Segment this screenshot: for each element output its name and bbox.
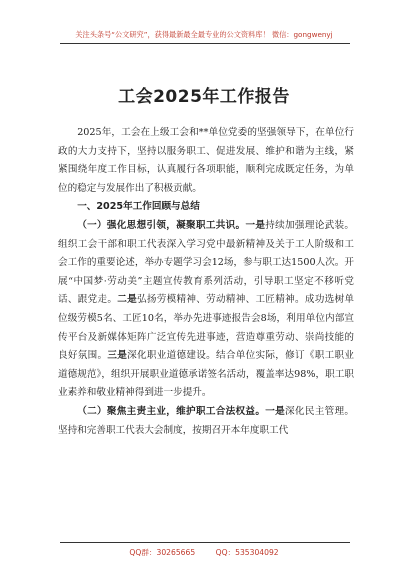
- header-divider: [60, 43, 350, 44]
- section-heading: 一、2025年工作回顾与总结: [77, 201, 200, 213]
- point-3-marker: 三是: [107, 350, 128, 362]
- subsection-2-point-1-marker: 一是: [265, 405, 286, 417]
- header-note: 关注头条号“公文研究”，获得最新最全最专业的公文资料库！ 微信：gongwenyj: [75, 30, 333, 39]
- subsection-1-paragraph: [58, 217, 354, 403]
- subsection-2-point-1-text: 深化民主管理。坚持和完善职工代表大会制度，按期召开本年度职工代: [58, 405, 355, 436]
- footer-qq-group: QQ群：30265665: [129, 548, 196, 557]
- point-3-text: 深化职业道德建设。结合单位实际，修订《职工职业道德规范》，组织开展职业道德承诺签名活动，覆盖率达98%，职工职业素养和敬业精神得到进一步提升。: [58, 350, 355, 399]
- point-2-marker: 二是: [117, 294, 138, 306]
- footer-contacts: [0, 547, 408, 558]
- subsection-2-paragraph: [58, 403, 354, 440]
- point-2-text: 弘扬劳模精神、劳动精神、工匠精神。成功选树单位级劳模5名、工匠10名，举办先进事迹报告会8场，利用单位内部宣传平台及新媒体矩阵广泛宣传先进事迹，营造尊重劳动、崇尚技能的良好氛围。: [58, 294, 355, 362]
- footer-divider: [60, 542, 350, 543]
- point-1-text: 持续加强理论武装。组织工会干部和职工代表深入学习党中最新精神及关于工人阶级和工会工作的重要论述，举办专题学习会12场，参与职工达1500人次。开展“中国梦·劳动美”主题宣传教育系列活动，引导职工坚定不移听党话、跟党走。: [58, 219, 355, 306]
- document-title: 工会2025年工作报告: [118, 87, 290, 107]
- point-1-marker: 一是: [245, 219, 266, 231]
- document-body: [58, 124, 354, 440]
- subsection-2-lead: （二）聚焦主责主业，维护职工合法权益。: [77, 405, 266, 417]
- intro-paragraph: 2025年，工会在上级工会和**单位党委的坚强领导下，在单位行政的大力支持下，坚持以服务职工、促进发展、维护和谐为主线，紧紧围绕年度工作目标，认真履行各项职能，顺利完成既定任务，为单位的稳定与发展作出了积极贡献。: [58, 127, 354, 194]
- footer-qq: QQ：535304092: [215, 548, 279, 557]
- subsection-1-lead: （一）强化思想引领，凝聚职工共识。: [77, 219, 246, 231]
